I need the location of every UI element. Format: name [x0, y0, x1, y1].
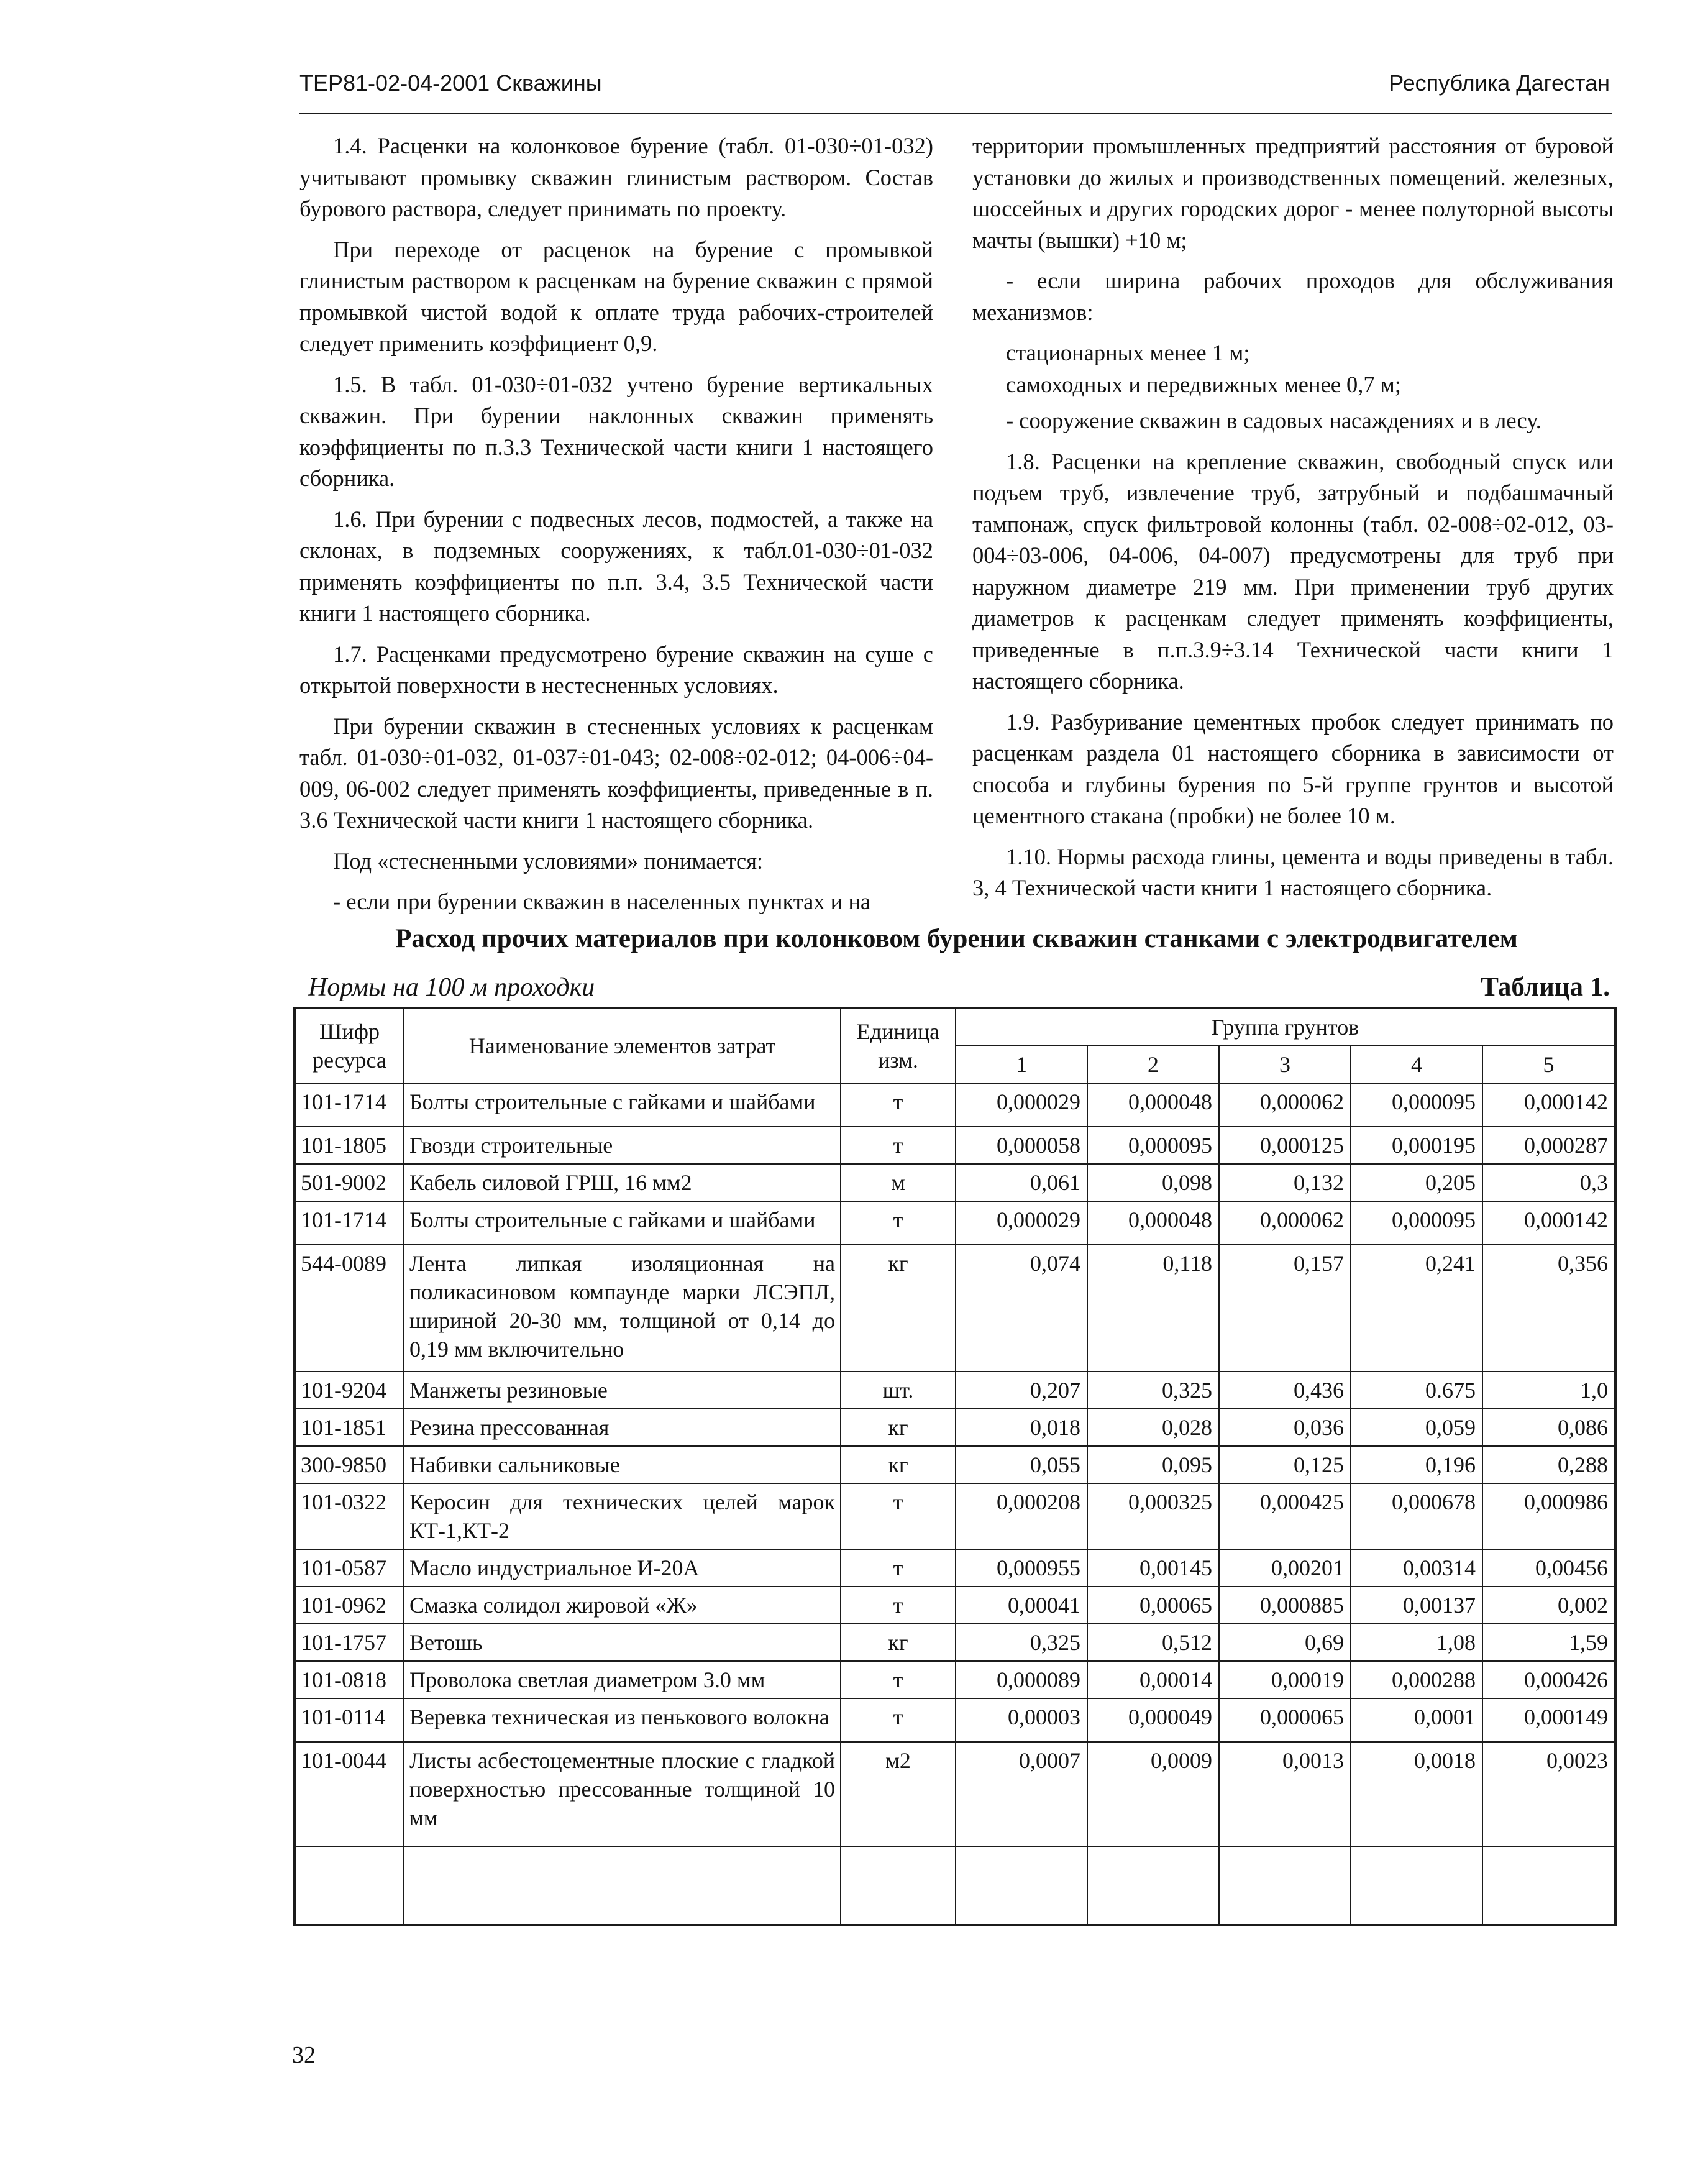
header-rule: [299, 113, 1612, 114]
paragraph: 1.9. Разбуривание цементных пробок следует принимать по расценкам раздела 01 настоящего сборника в зависимости от способа и глубины бурения по 5-й группе грунтов и высотой цементного стакана (пробки) не более 10 м.: [972, 708, 1614, 828]
group-3-value-cell: 0,000425: [1219, 1483, 1351, 1549]
empty-cell: [1351, 1846, 1482, 1925]
group-5-value-cell: 0,000426: [1482, 1661, 1615, 1698]
paragraph: самоходных и передвижных менее 0,7 м;: [1006, 371, 1402, 397]
unit-cell: м: [841, 1164, 956, 1201]
group-3-value-cell: 0,00201: [1219, 1549, 1351, 1587]
group-2-value-cell: 0,000325: [1087, 1483, 1219, 1549]
group-4-value-cell: 0,059: [1351, 1409, 1482, 1446]
resource-code-cell: 544-0089: [295, 1245, 404, 1372]
paragraph: Под «стесненными условиями» понимается:: [333, 848, 764, 874]
paragraph: - если при бурении скважин в населенных пунктах и на: [333, 889, 871, 914]
group-1-value-cell: 0,000089: [956, 1661, 1087, 1698]
header-name: Наименование элементов затрат: [404, 1008, 841, 1083]
empty-cell: [956, 1846, 1087, 1925]
group-1-value-cell: 0,000029: [956, 1083, 1087, 1127]
resource-code-cell: 101-0322: [295, 1483, 404, 1549]
paragraph: - если ширина рабочих проходов для обслуживания механизмов:: [972, 268, 1614, 325]
table-subtitle: Нормы на 100 м проходки: [308, 973, 595, 1002]
header-group-4: 4: [1351, 1046, 1482, 1083]
group-4-value-cell: 0,000288: [1351, 1661, 1482, 1698]
group-4-value-cell: 1,08: [1351, 1624, 1482, 1661]
unit-cell: т: [841, 1201, 956, 1245]
table-row: [295, 1549, 1615, 1587]
group-1-value-cell: 0,00041: [956, 1587, 1087, 1624]
table-row: [295, 1446, 1615, 1483]
group-2-value-cell: 0,000048: [1087, 1201, 1219, 1245]
table-row: [295, 1164, 1615, 1201]
group-5-value-cell: 0,288: [1482, 1446, 1615, 1483]
group-1-value-cell: 0,055: [956, 1446, 1087, 1483]
group-4-value-cell: 0,205: [1351, 1164, 1482, 1201]
table-row: [295, 1624, 1615, 1661]
cost-element-name-cell: Кабель силовой ГРШ, 16 мм2: [404, 1164, 841, 1201]
group-1-value-cell: 0,018: [956, 1409, 1087, 1446]
group-4-value-cell: 0,241: [1351, 1245, 1482, 1372]
group-2-value-cell: 0,0009: [1087, 1742, 1219, 1846]
group-2-value-cell: 0,00014: [1087, 1661, 1219, 1698]
group-3-value-cell: 0,125: [1219, 1446, 1351, 1483]
header-group-3: 3: [1219, 1046, 1351, 1083]
group-4-value-cell: 0,000678: [1351, 1483, 1482, 1549]
table-body: [295, 1083, 1615, 1925]
group-2-value-cell: 0,00145: [1087, 1549, 1219, 1587]
cost-element-name-cell: Гвозди строительные: [404, 1127, 841, 1164]
cost-element-name-cell: Болты строительные с гайками и шайбами: [404, 1201, 841, 1245]
page-number: 32: [292, 2042, 316, 2068]
resource-code-cell: 101-1851: [295, 1409, 404, 1446]
resource-code-cell: 101-1757: [295, 1624, 404, 1661]
paragraph: 1.8. Расценки на крепление скважин, свободный спуск или подъем труб, извлечение труб, затрубный и подбашмачный тампонаж, спуск фильтровой колонны (табл. 02-008÷02-012, 03-004÷03-006, 04-006, 04-007) предусмотрены для труб при наружном диаметре 219 мм. При применении труб других диаметров к расценкам следует применять коэффициенты, приведенные в п.п.3.9÷3.14 Технической части книги 1 настоящего сборника.: [972, 448, 1614, 694]
group-3-value-cell: 0,0013: [1219, 1742, 1351, 1846]
table-row: [295, 1083, 1615, 1127]
empty-cell: [404, 1846, 841, 1925]
group-1-value-cell: 0,000208: [956, 1483, 1087, 1549]
cost-element-name-cell: Проволока светлая диаметром 3.0 мм: [404, 1661, 841, 1698]
paragraph: стационарных менее 1 м;: [1006, 340, 1250, 365]
cost-element-name-cell: Манжеты резиновые: [404, 1372, 841, 1409]
resource-code-cell: 101-0114: [295, 1698, 404, 1742]
table-row: [295, 1698, 1615, 1742]
table-row: [295, 1127, 1615, 1164]
unit-cell: т: [841, 1083, 956, 1127]
right-text-column: [972, 131, 1614, 914]
empty-cell: [295, 1846, 404, 1925]
unit-cell: м2: [841, 1742, 956, 1846]
group-3-value-cell: 0,157: [1219, 1245, 1351, 1372]
group-1-value-cell: 0,207: [956, 1372, 1087, 1409]
group-5-value-cell: 0,000142: [1482, 1201, 1615, 1245]
group-5-value-cell: 0,000142: [1482, 1083, 1615, 1127]
table-row: [295, 1587, 1615, 1624]
group-4-value-cell: 0,000095: [1351, 1083, 1482, 1127]
group-5-value-cell: 0,000986: [1482, 1483, 1615, 1549]
group-3-value-cell: 0,036: [1219, 1409, 1351, 1446]
cost-element-name-cell: Смазка солидол жировой «Ж»: [404, 1587, 841, 1624]
resource-code-cell: 101-0962: [295, 1587, 404, 1624]
table-row: [295, 1372, 1615, 1409]
left-text-column: [299, 131, 933, 927]
paragraph: 1.4. Расценки на колонковое бурение (табл. 01-030÷01-032) учитывают промывку скважин глинистым раствором. Состав бурового раствора, следует принимать по проекту.: [299, 133, 933, 221]
table-row: [295, 1742, 1615, 1846]
group-5-value-cell: 1,0: [1482, 1372, 1615, 1409]
cost-element-name-cell: Листы асбестоцементные плоские с гладкой поверхностью прессованные толщиной 10 мм: [404, 1742, 841, 1846]
unit-cell: т: [841, 1587, 956, 1624]
group-2-value-cell: 0,000049: [1087, 1698, 1219, 1742]
group-1-value-cell: 0,0007: [956, 1742, 1087, 1846]
unit-cell: т: [841, 1483, 956, 1549]
group-3-value-cell: 0,000125: [1219, 1127, 1351, 1164]
group-5-value-cell: 0,356: [1482, 1245, 1615, 1372]
group-5-value-cell: 0,086: [1482, 1409, 1615, 1446]
group-4-value-cell: 0.675: [1351, 1372, 1482, 1409]
group-2-value-cell: 0,325: [1087, 1372, 1219, 1409]
empty-cell: [1482, 1846, 1615, 1925]
running-header-title: ТЕР81-02-04-2001 Скважины: [299, 70, 602, 96]
unit-cell: т: [841, 1661, 956, 1698]
group-2-value-cell: 0,028: [1087, 1409, 1219, 1446]
group-1-value-cell: 0,000955: [956, 1549, 1087, 1587]
group-5-value-cell: 0,000149: [1482, 1698, 1615, 1742]
group-2-value-cell: 0,098: [1087, 1164, 1219, 1201]
cost-element-name-cell: Масло индустриальное И-20А: [404, 1549, 841, 1587]
group-4-value-cell: 0,0001: [1351, 1698, 1482, 1742]
resource-code-cell: 101-0044: [295, 1742, 404, 1846]
cost-element-name-cell: Резина прессованная: [404, 1409, 841, 1446]
header-soil-group: Группа грунтов: [956, 1008, 1615, 1046]
group-3-value-cell: 0,000885: [1219, 1587, 1351, 1624]
group-4-value-cell: 0,000095: [1351, 1201, 1482, 1245]
unit-cell: кг: [841, 1446, 956, 1483]
empty-cell: [841, 1846, 956, 1925]
empty-cell: [1219, 1846, 1351, 1925]
group-2-value-cell: 0,000048: [1087, 1083, 1219, 1127]
group-4-value-cell: 0,000195: [1351, 1127, 1482, 1164]
unit-cell: т: [841, 1549, 956, 1587]
table-row: [295, 1245, 1615, 1372]
group-3-value-cell: 0,000062: [1219, 1201, 1351, 1245]
group-5-value-cell: 0,000287: [1482, 1127, 1615, 1164]
group-3-value-cell: 0,000065: [1219, 1698, 1351, 1742]
header-group-1: 1: [956, 1046, 1087, 1083]
table-row: [295, 1409, 1615, 1446]
group-3-value-cell: 0,69: [1219, 1624, 1351, 1661]
table-number: Таблица 1.: [1481, 973, 1610, 1002]
unit-cell: кг: [841, 1245, 956, 1372]
cost-element-name-cell: Керосин для технических целей марок КТ-1,КТ-2: [404, 1483, 841, 1549]
unit-cell: т: [841, 1127, 956, 1164]
resource-code-cell: 101-1714: [295, 1083, 404, 1127]
group-2-value-cell: 0,095: [1087, 1446, 1219, 1483]
header-group-5: 5: [1482, 1046, 1615, 1083]
resource-code-cell: 101-1805: [295, 1127, 404, 1164]
group-4-value-cell: 0,00314: [1351, 1549, 1482, 1587]
group-5-value-cell: 0,0023: [1482, 1742, 1615, 1846]
header-group-2: 2: [1087, 1046, 1219, 1083]
table-row: [295, 1483, 1615, 1549]
group-5-value-cell: 1,59: [1482, 1624, 1615, 1661]
group-1-value-cell: 0,061: [956, 1164, 1087, 1201]
empty-cell: [1087, 1846, 1219, 1925]
resource-code-cell: 101-0818: [295, 1661, 404, 1698]
table-row: [295, 1201, 1615, 1245]
group-1-value-cell: 0,074: [956, 1245, 1087, 1372]
paragraph: 1.6. При бурении с подвесных лесов, подмостей, а также на склонах, в подземных сооружениях, к табл.01-030÷01-032 применять коэффициенты по п.п. 3.4, 3.5 Технической части книги 1 настоящего сборника.: [299, 506, 933, 626]
paragraph: При переходе от расценок на бурение с промывкой глинистым раствором к расценкам на бурение скважин с прямой промывкой чистой водой к оплате труда рабочих-строителей следует применить коэффициент 0,9.: [299, 236, 933, 356]
group-2-value-cell: 0,000095: [1087, 1127, 1219, 1164]
group-5-value-cell: 0,002: [1482, 1587, 1615, 1624]
group-2-value-cell: 0,00065: [1087, 1587, 1219, 1624]
group-5-value-cell: 0,00456: [1482, 1549, 1615, 1587]
resource-code-cell: 101-0587: [295, 1549, 404, 1587]
group-1-value-cell: 0,000058: [956, 1127, 1087, 1164]
group-1-value-cell: 0,325: [956, 1624, 1087, 1661]
paragraph: - сооружение скважин в садовых насаждениях и в лесу.: [1006, 408, 1541, 433]
paragraph: 1.5. В табл. 01-030÷01-032 учтено бурение вертикальных скважин. При бурении наклонных скважин применять коэффициенты по п.3.3 Технической части книги 1 настоящего сборника.: [299, 371, 933, 491]
group-2-value-cell: 0,118: [1087, 1245, 1219, 1372]
group-3-value-cell: 0,000062: [1219, 1083, 1351, 1127]
paragraph: 1.7. Расценками предусмотрено бурение скважин на суше с открытой поверхности в нестесненных условиях.: [299, 641, 933, 698]
resource-code-cell: 300-9850: [295, 1446, 404, 1483]
resource-code-cell: 101-9204: [295, 1372, 404, 1409]
unit-cell: кг: [841, 1409, 956, 1446]
group-3-value-cell: 0,132: [1219, 1164, 1351, 1201]
group-3-value-cell: 0,00019: [1219, 1661, 1351, 1698]
paragraph: территории промышленных предприятий расстояния от буровой установки до жилых и производственных помещений. железных, шоссейных и других городских дорог - менее полуторной высоты мачты (вышки) +10 м;: [972, 133, 1614, 253]
cost-element-name-cell: Набивки сальниковые: [404, 1446, 841, 1483]
cost-element-name-cell: Веревка техническая из пенькового волокна: [404, 1698, 841, 1742]
cost-element-name-cell: Болты строительные с гайками и шайбами: [404, 1083, 841, 1127]
unit-cell: т: [841, 1698, 956, 1742]
group-4-value-cell: 0,00137: [1351, 1587, 1482, 1624]
header-code: Шифр ресурса: [295, 1008, 404, 1083]
group-2-value-cell: 0,512: [1087, 1624, 1219, 1661]
header-unit: Единица изм.: [841, 1008, 956, 1083]
unit-cell: кг: [841, 1624, 956, 1661]
group-4-value-cell: 0,0018: [1351, 1742, 1482, 1846]
cost-element-name-cell: Ветошь: [404, 1624, 841, 1661]
table-title: Расход прочих материалов при колонковом бурении скважин станками с электродвигателем: [395, 924, 1518, 953]
resource-code-cell: 501-9002: [295, 1164, 404, 1201]
resource-code-cell: 101-1714: [295, 1201, 404, 1245]
cost-element-name-cell: Лента липкая изоляционная на поликасиновом компаунде марки ЛСЭПЛ, шириной 20-30 мм, толщиной от 0,14 до 0,19 мм включительно: [404, 1245, 841, 1372]
table-row: [295, 1661, 1615, 1698]
paragraph: При бурении скважин в стесненных условиях к расценкам табл. 01-030÷01-032, 01-037÷01-043; 02-008÷02-012; 04-006÷04-009, 06-002 следует применять коэффициенты, приведенные в п. 3.6 Технической части книги 1 настоящего сборника.: [299, 713, 933, 833]
group-1-value-cell: 0,000029: [956, 1201, 1087, 1245]
unit-cell: шт.: [841, 1372, 956, 1409]
group-3-value-cell: 0,436: [1219, 1372, 1351, 1409]
materials-table: [293, 1007, 1617, 1926]
running-header-region: Республика Дагестан: [1389, 70, 1610, 96]
group-5-value-cell: 0,3: [1482, 1164, 1615, 1201]
group-1-value-cell: 0,00003: [956, 1698, 1087, 1742]
table-row-empty: [295, 1846, 1615, 1925]
paragraph: 1.10. Нормы расхода глины, цемента и воды приведены в табл. 3, 4 Технической части книги 1 настоящего сборника.: [972, 843, 1614, 900]
group-4-value-cell: 0,196: [1351, 1446, 1482, 1483]
